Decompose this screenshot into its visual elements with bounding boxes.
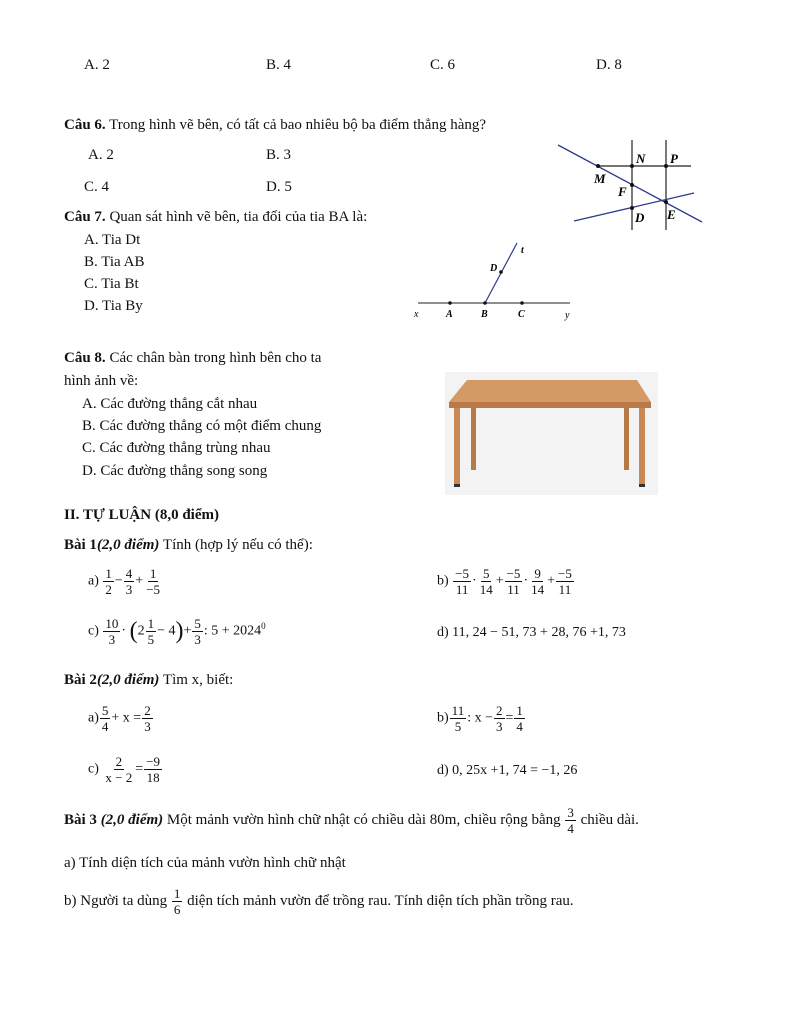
q6-label-n: N [636, 151, 646, 166]
q7-label: Câu 7. [64, 209, 106, 225]
q8-option-c: C. Các đường thẳng trùng nhau [82, 440, 271, 456]
q6-point-f [630, 183, 634, 187]
q7-point-b [483, 301, 487, 305]
q8-option-a: A. Các đường thẳng cắt nhau [82, 396, 258, 412]
bai1-c-frac2: $\frac{1}{5}$ [147, 616, 155, 647]
bai1-text: Tính (hợp lý nếu có thể): [159, 537, 313, 553]
q7-label-b: B [481, 309, 488, 320]
bai1-points: (2,0 điểm) [96, 537, 160, 553]
q6-option-c: C. 4 [84, 179, 110, 195]
q6-point-n [630, 164, 634, 168]
bai2-a: a) $\frac{5}{4}$ + x = $\frac{2}{3}$ [88, 703, 151, 734]
bai2-a-frac2: $\frac{2}{3}$ [144, 703, 151, 734]
q8-question-line2: hình ảnh về: [64, 373, 139, 389]
q7-option-a: A. Tia Dt [84, 232, 141, 248]
bai1-a-label: a) [88, 573, 99, 589]
q6-text: Trong hình vẽ bên, có tất cả bao nhiêu bộ ba điểm thẳng hàng? [105, 117, 487, 133]
bai1-a-frac1: $\frac{1}{2}$ [105, 566, 112, 597]
q8-option-d: D. Các đường thẳng song song [82, 463, 268, 479]
bai2-d-expr: 0, 25x +1, 74 = −1, 26 [452, 763, 578, 778]
q7-option-c: C. Tia Bt [84, 276, 139, 292]
bai1-b-frac4: $\frac{9}{14}$ [531, 566, 545, 597]
bai2-b-frac2: $\frac{2}{3}$ [496, 703, 503, 734]
q6-label: Câu 6. [64, 117, 106, 133]
bai3-points: (2,0 điểm) [100, 811, 164, 828]
bai1-c-frac3: $\frac{5}{3}$ [194, 616, 201, 647]
bai3-b-after: diện tích mảnh vườn để trồng rau. Tính diện tích phần trồng rau. [183, 892, 574, 909]
q7-figure [408, 238, 580, 324]
table-image [445, 372, 658, 495]
bai3-label: Bài 3 [64, 811, 97, 828]
q5-option-c: C. 6 [430, 57, 456, 73]
bai3-frac: $\frac{3}{4}$ [567, 805, 574, 836]
q6-point-p [664, 164, 668, 168]
q6-question [64, 117, 486, 134]
bai2-c-frac1: $\frac{2}{x - 2}$ [105, 754, 133, 785]
q8-question-line1 [64, 350, 321, 367]
bai2-label: Bài 2 [64, 672, 97, 688]
q7-point-c [520, 301, 524, 305]
bai1-b-label: b) [437, 573, 449, 589]
bai2-b-frac3: $\frac{1}{4}$ [516, 703, 523, 734]
q7-label-t: t [521, 245, 524, 256]
bai2-d [437, 763, 577, 779]
bai2-c: c) $\frac{2}{x - 2}$ = $\frac{-9}{18}$ [88, 754, 160, 785]
bai2-a-frac1: $\frac{5}{4}$ [101, 703, 109, 734]
q6-point-e [664, 200, 668, 204]
bai1-b-frac5: $\frac{-5}{11}$ [558, 566, 572, 597]
bai2-a-label: a) [88, 710, 99, 726]
bai3-b-frac: $\frac{1}{6}$ [173, 886, 181, 917]
q5-option-d: D. 8 [596, 57, 622, 73]
q7-label-a: A [446, 309, 453, 320]
bai2-d-label: d) [437, 763, 449, 778]
bai1-c-label: c) [88, 623, 99, 639]
bai2-c-frac2: $\frac{-9}{18}$ [146, 754, 160, 785]
bai2-c-label: c) [88, 761, 99, 777]
bai1-d-label: d) [437, 625, 449, 640]
q7-point-d [499, 270, 503, 274]
q7-label-x: x [414, 309, 419, 320]
bai1-a: a) $\frac{1}{2}$ − $\frac{4}{3}$ + $\frac{1}{-5}$ [88, 566, 161, 597]
q6-line-diagonal-1 [558, 145, 702, 222]
q6-label-f: F [618, 184, 627, 199]
q7-label-y: y [565, 310, 570, 321]
bai2-points: (2,0 điểm) [96, 672, 160, 688]
bai1-c: c) $\frac{10}{3}$ · (2 $\frac{1}{5}$ − 4)+ $\frac{5}{3}$ : $5 + 2024^0$ [88, 616, 266, 647]
q6-line-diagonal-2 [574, 193, 694, 221]
q5-option-a: A. 2 [84, 57, 110, 73]
q6-option-b: B. 3 [266, 147, 292, 163]
q7-text: Quan sát hình vẽ bên, tia đối của tia BA là: [105, 209, 368, 225]
q6-option-d: D. 5 [266, 179, 292, 195]
bai2-heading [64, 672, 233, 689]
bai1-b-frac2: $\frac{5}{14}$ [479, 566, 493, 597]
bai3-a: a) Tính diện tích của mảnh vườn hình chữ nhật [64, 855, 346, 871]
bai2-text: Tìm x, biết: [159, 672, 234, 688]
q6-label-m: M [594, 171, 606, 186]
q6-point-d [630, 206, 634, 210]
q7-label-c: C [518, 309, 525, 320]
q7-option-d: D. Tia By [84, 298, 143, 314]
q8-option-b: B. Các đường thẳng có một điểm chung [82, 418, 322, 434]
bai2-b-frac1: $\frac{11}{5}$ [451, 703, 465, 734]
q6-point-m [596, 164, 600, 168]
q5-option-b: B. 4 [266, 57, 292, 73]
q8-text-1: Các chân bàn trong hình bên cho ta [105, 350, 322, 366]
q7-point-a [448, 301, 452, 305]
bai1-a-frac3: $\frac{1}{-5}$ [146, 566, 161, 597]
bai2-b-label: b) [437, 710, 449, 726]
bai1-c-frac1: $\frac{10}{3}$ [105, 616, 119, 647]
bai1-a-frac2: $\frac{4}{3}$ [125, 566, 133, 597]
q6-label-d: D [635, 210, 645, 225]
q8-label: Câu 8. [64, 350, 106, 366]
bai3-b-before: b) Người ta dùng [64, 892, 168, 909]
q7-question [64, 209, 367, 226]
bai1-heading [64, 537, 313, 554]
bai3-text-after: chiều dài. [576, 811, 639, 828]
q7-label-d: D [490, 263, 498, 274]
bai1-label: Bài 1 [64, 537, 97, 553]
q7-option-b: B. Tia AB [84, 254, 145, 270]
bai2-b: b) $\frac{11}{5}$ : x − $\frac{2}{3}$ = $\frac{1}{4}$ [437, 703, 523, 734]
part2-title: II. TỰ LUẬN (8,0 điểm) [64, 507, 220, 523]
q6-label-p: P [670, 151, 678, 166]
bai1-d [437, 625, 626, 641]
bai3-text-before: Một mảnh vườn hình chữ nhật có chiều dài 80m, chiều rộng bằng [163, 811, 561, 828]
q6-option-a: A. 2 [88, 147, 114, 163]
bai3-b [64, 886, 574, 917]
q6-figure [556, 138, 706, 233]
bai3-heading [64, 805, 639, 836]
q6-label-e: E [667, 207, 676, 222]
bai1-b: b) $\frac{-5}{11}$ · $\frac{5}{14}$ + $\frac{-5}{11}$ · $\frac{9}{14}$ + $\frac{-5}{11}$ [437, 566, 572, 597]
bai1-d-expr: 11, 24 − 51, 73 + 28, 76 +1, 73 [452, 625, 626, 640]
bai1-b-frac3: $\frac{-5}{11}$ [506, 566, 521, 597]
bai1-b-frac1: $\frac{-5}{11}$ [455, 566, 470, 597]
